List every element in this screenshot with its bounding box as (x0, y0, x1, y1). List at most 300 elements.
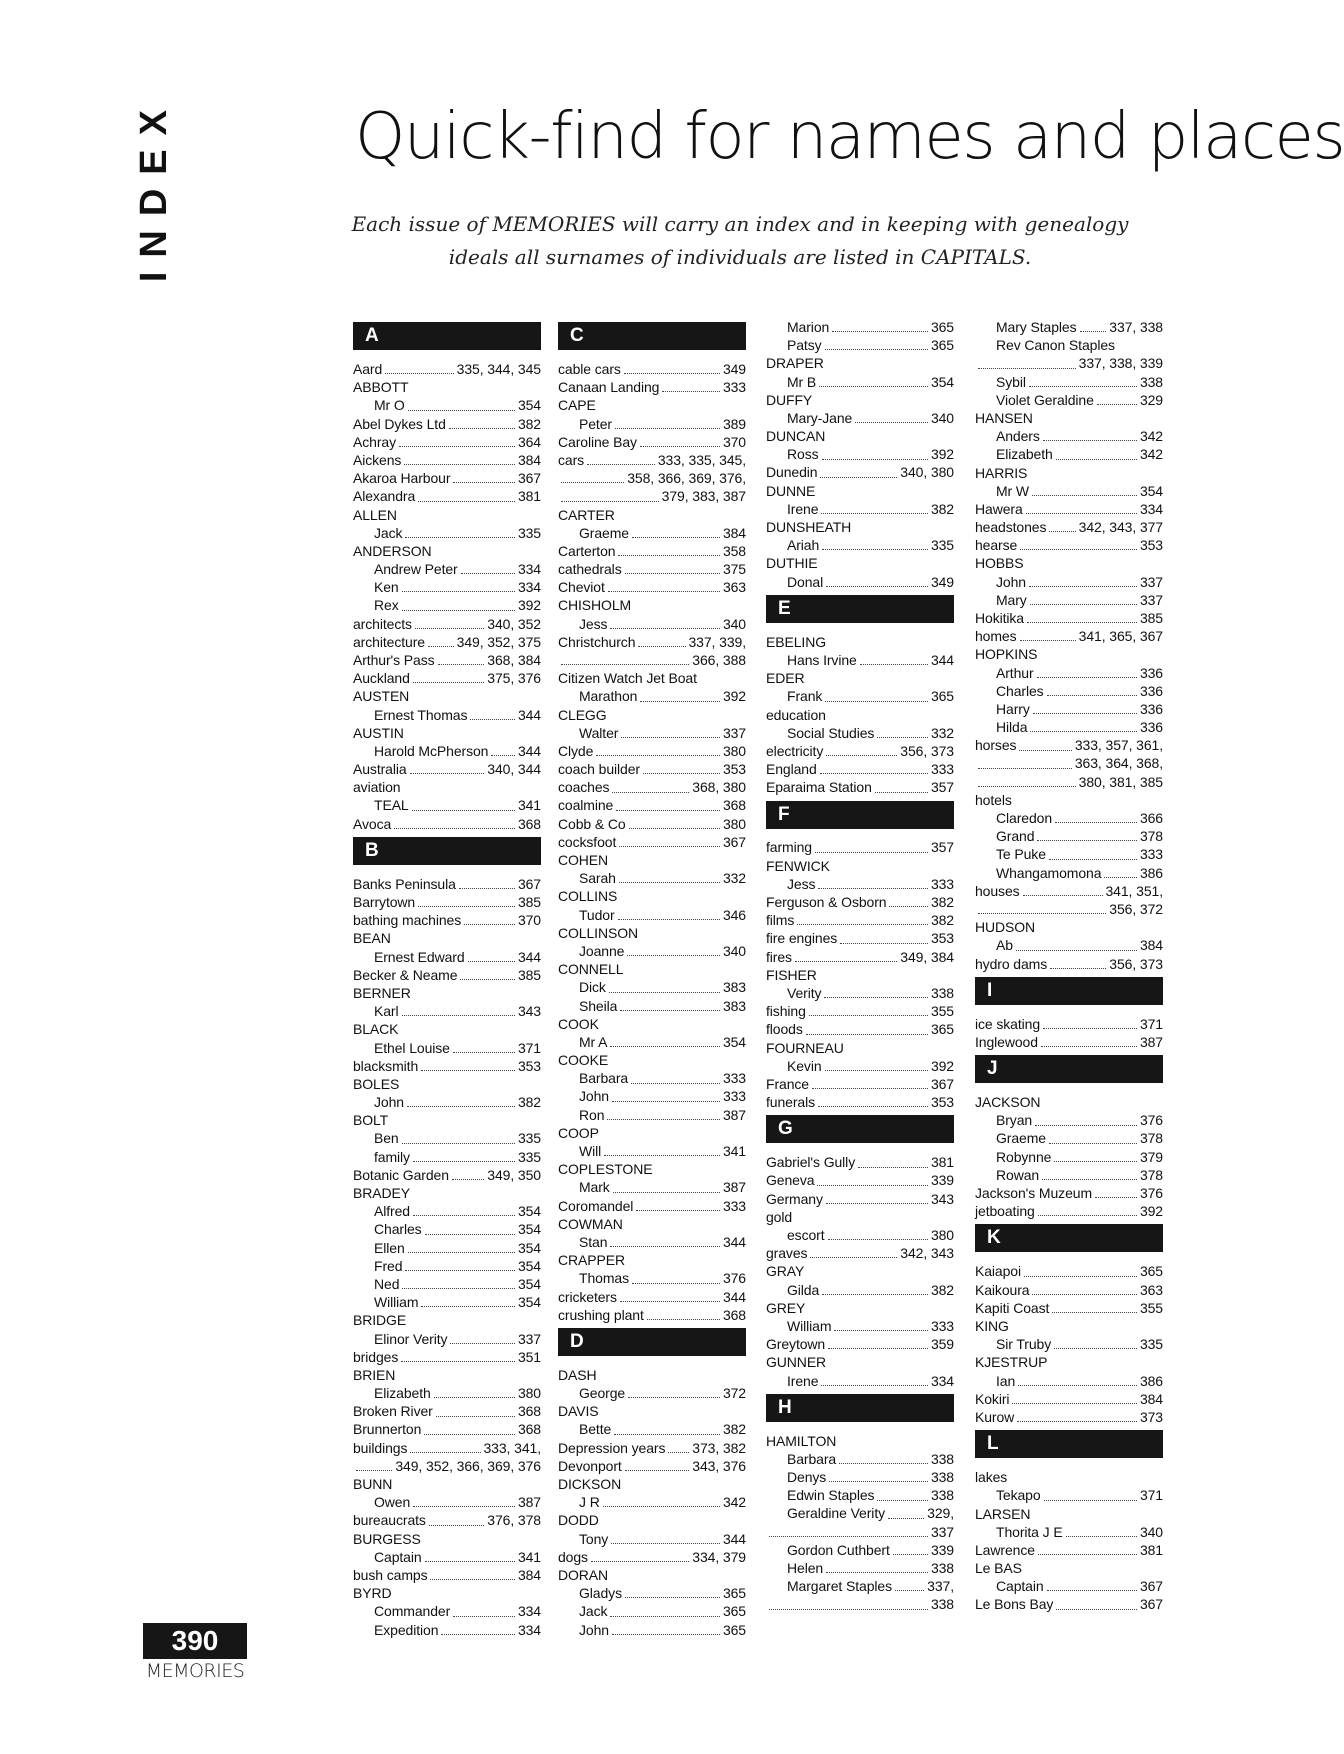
dot-leader (825, 701, 928, 702)
dot-leader (1066, 1536, 1137, 1537)
entry-pages: 382 (930, 894, 954, 911)
dot-leader (619, 882, 720, 883)
entry-term: family (374, 1148, 410, 1165)
index-entry (766, 651, 954, 669)
entry-pages: 329, (927, 1505, 954, 1522)
dot-leader (1055, 822, 1137, 823)
entry-pages: 386 (1139, 1372, 1163, 1389)
index-entry (558, 578, 746, 596)
index-heading (353, 1530, 541, 1548)
index-heading (353, 506, 541, 524)
dot-leader (797, 924, 928, 925)
entry-term: Elinor Verity (374, 1330, 448, 1347)
entry-term: Lawrence (975, 1541, 1035, 1558)
entry-pages: 338 (930, 984, 954, 1001)
index-entry (353, 1439, 541, 1457)
entry-pages: 385 (517, 894, 541, 911)
entry-term: Expedition (374, 1621, 439, 1638)
entry-pages: 342, 343, 377 (1078, 519, 1163, 536)
dot-leader (1019, 750, 1071, 751)
dot-leader (1032, 1294, 1136, 1295)
entry-pages: 376 (722, 1270, 746, 1287)
entry-term: John (579, 1088, 609, 1105)
index-heading (975, 409, 1163, 427)
entry-pages: 334 (517, 1621, 541, 1638)
dot-leader (1012, 1403, 1137, 1404)
index-heading (975, 791, 1163, 809)
entry-pages: 356, 373 (900, 742, 954, 759)
entry-term: HUDSON (975, 919, 1036, 936)
entry-term: COWMAN (558, 1215, 623, 1232)
entry-pages: 368 (517, 1403, 541, 1420)
entry-term: Rowan (996, 1166, 1040, 1183)
entry-term: Clyde (558, 742, 594, 759)
dot-leader (461, 573, 515, 574)
section-header: I (975, 977, 1163, 1005)
index-heading (558, 1215, 746, 1233)
index-entry (353, 433, 541, 451)
entry-pages: 349 (722, 360, 746, 377)
entry-term: Commander (374, 1603, 451, 1620)
entry-pages: 344 (722, 1288, 746, 1305)
dot-leader (421, 1306, 515, 1307)
entry-term: Kokiri (975, 1390, 1010, 1407)
entry-pages: 359 (930, 1336, 954, 1353)
index-heading (975, 336, 1163, 354)
entry-term: Carterton (558, 542, 616, 559)
dot-leader (1054, 1348, 1137, 1349)
entry-term: BOLT (353, 1112, 389, 1129)
entry-pages: 382 (930, 1281, 954, 1298)
index-entry (766, 760, 954, 778)
dot-leader (1047, 695, 1137, 696)
entry-term: Peter (579, 415, 612, 432)
entry-term: Bette (579, 1421, 612, 1438)
index-entry (353, 578, 541, 596)
entry-term: Donal (787, 573, 824, 590)
dot-leader (453, 1616, 515, 1617)
index-heading (353, 929, 541, 947)
index-heading (353, 984, 541, 1002)
index-entry (353, 1457, 541, 1475)
index-entry (558, 360, 746, 378)
entry-term: jetboating (975, 1203, 1035, 1220)
section-header: B (353, 837, 541, 865)
entry-pages: 365 (930, 688, 954, 705)
entry-term: Depression years (558, 1439, 666, 1456)
dot-leader (818, 888, 928, 889)
entry-pages: 384 (722, 524, 746, 541)
index-entry (975, 518, 1163, 536)
entry-term: Ellen (374, 1239, 405, 1256)
entry-pages: 334, 379 (692, 1548, 746, 1565)
entry-term: Citizen Watch Jet Boat (558, 670, 697, 687)
entry-pages: 335 (930, 537, 954, 554)
index-heading (766, 633, 954, 651)
entry-pages: 365 (1139, 1263, 1163, 1280)
dot-leader (632, 537, 720, 538)
entry-term: England (766, 761, 817, 778)
entry-term: Achray (353, 433, 396, 450)
entry-term: HARRIS (975, 464, 1028, 481)
entry-pages: 338 (930, 1450, 954, 1467)
dot-leader (825, 1070, 928, 1071)
dot-leader (629, 828, 720, 829)
dot-leader (1029, 586, 1137, 587)
entry-term: Greytown (766, 1336, 826, 1353)
index-entry (766, 573, 954, 591)
entry-term: cars (558, 451, 585, 468)
entry-term: BOLES (353, 1075, 400, 1092)
index-heading (766, 669, 954, 687)
dot-leader (1097, 404, 1137, 405)
entry-pages: 333 (930, 875, 954, 892)
index-entry (558, 1493, 746, 1511)
dot-leader (404, 464, 515, 465)
entry-term: France (766, 1075, 809, 1092)
entry-pages: 384 (517, 451, 541, 468)
index-entry (558, 1306, 746, 1324)
entry-pages: 354 (517, 1221, 541, 1238)
entry-term: Robynne (996, 1148, 1052, 1165)
index-heading (975, 554, 1163, 572)
index-entry (975, 700, 1163, 718)
index-entry (558, 1178, 746, 1196)
entry-term: houses (975, 882, 1020, 899)
dot-leader (401, 1361, 515, 1362)
entry-pages: 367 (1139, 1578, 1163, 1595)
dot-leader (410, 1452, 480, 1453)
dot-leader (405, 1270, 515, 1271)
entry-term: GREY (766, 1299, 806, 1316)
entry-term: Violet Geraldine (996, 391, 1094, 408)
entry-term: Graeme (579, 524, 629, 541)
index-heading (766, 1299, 954, 1317)
entry-term: Alfred (374, 1203, 410, 1220)
index-side-tab (108, 90, 198, 330)
index-entry (766, 336, 954, 354)
index-entry (353, 797, 541, 815)
dot-leader (464, 924, 515, 925)
entry-pages: 335 (517, 1148, 541, 1165)
entry-pages: 384 (1139, 937, 1163, 954)
entry-pages: 335 (517, 1130, 541, 1147)
dot-leader (356, 1470, 392, 1471)
entry-pages: 342, 343 (900, 1245, 954, 1262)
entry-term: Gilda (787, 1281, 820, 1298)
entry-term: Walter (579, 724, 619, 741)
entry-term: Hilda (996, 719, 1028, 736)
page-subtitle: Each issue of MEMORIES will carry an index and in keeping with genealogy ideals all surnames of individuals are listed in CAPITALS. (351, 212, 1129, 269)
entry-pages: 385 (1139, 609, 1163, 626)
entry-pages: 385 (517, 966, 541, 983)
entry-pages: 334 (517, 561, 541, 578)
index-heading (353, 1311, 541, 1329)
entry-term: Joanne (579, 942, 625, 959)
dot-leader (875, 792, 928, 793)
entry-term: dogs (558, 1548, 588, 1565)
dot-leader (428, 646, 454, 647)
section-header: L (975, 1430, 1163, 1458)
entry-term: Ernest Edward (374, 948, 465, 965)
entry-pages: 392 (1139, 1203, 1163, 1220)
entry-pages: 338 (930, 1560, 954, 1577)
dot-leader (460, 979, 515, 980)
index-entry (353, 1293, 541, 1311)
entry-pages: 373, 382 (692, 1439, 746, 1456)
entry-term: DASH (558, 1366, 597, 1383)
entry-term: Becker & Neame (353, 966, 458, 983)
entry-pages: 332 (930, 724, 954, 741)
entry-pages: 383 (722, 979, 746, 996)
entry-term: Anders (996, 428, 1040, 445)
index-entry (558, 542, 746, 560)
entry-term: fishing (766, 1003, 806, 1020)
entry-term: ALLEN (353, 506, 397, 523)
entry-pages: 333, 341, (483, 1439, 541, 1456)
entry-pages: 381 (1139, 1541, 1163, 1558)
entry-term: Elizabeth (996, 446, 1053, 463)
entry-pages: 368, 380 (692, 779, 746, 796)
index-heading (353, 1184, 541, 1202)
entry-pages: 333 (930, 1317, 954, 1334)
entry-pages: 367 (722, 833, 746, 850)
index-entry (353, 487, 541, 505)
entry-pages: 365 (722, 1603, 746, 1620)
entry-term: BRIDGE (353, 1312, 407, 1329)
entry-term: ANDERSON (353, 542, 432, 559)
entry-term: Mr O (374, 397, 405, 414)
dot-leader (820, 773, 928, 774)
index-heading (558, 1160, 746, 1178)
dot-leader (769, 1609, 928, 1610)
dot-leader (413, 1215, 515, 1216)
dot-leader (429, 1525, 484, 1526)
entry-term: Charles (374, 1221, 422, 1238)
index-entry (353, 1330, 541, 1348)
dot-leader (612, 1634, 720, 1635)
entry-term: Hokitika (975, 609, 1024, 626)
index-entry (353, 524, 541, 542)
entry-term: Mary-Jane (787, 409, 853, 426)
entry-term: Brunnerton (353, 1421, 422, 1438)
index-entry (558, 524, 746, 542)
entry-term: BERNER (353, 985, 411, 1001)
index-heading (975, 464, 1163, 482)
index-entry (975, 1033, 1163, 1051)
index-heading (766, 1353, 954, 1371)
entry-term: hearse (975, 537, 1018, 554)
entry-term: Will (579, 1143, 602, 1160)
entry-pages: 384 (517, 1566, 541, 1583)
dot-leader (668, 1452, 689, 1453)
entry-term: Le BAS (975, 1560, 1022, 1577)
index-entry (766, 1075, 954, 1093)
entry-pages: 338 (930, 1596, 954, 1613)
index-entry (353, 596, 541, 614)
dot-leader (618, 919, 720, 920)
dot-leader (610, 628, 720, 629)
page-number: 390 (143, 1623, 247, 1659)
entry-pages: 368 (722, 1306, 746, 1323)
dot-leader (877, 1500, 928, 1501)
index-entry (353, 651, 541, 669)
index-entry (766, 1172, 954, 1190)
entry-term: John (996, 573, 1026, 590)
index-heading (558, 1511, 746, 1529)
entry-term: DAVIS (558, 1403, 599, 1420)
entry-term: FISHER (766, 966, 817, 983)
dot-leader (889, 906, 927, 907)
entry-pages: 365 (930, 318, 954, 335)
index-entry (558, 742, 746, 760)
index-entry (353, 1602, 541, 1620)
entry-pages: 340, 352 (487, 615, 541, 632)
index-entry (558, 1602, 746, 1620)
index-entry (353, 706, 541, 724)
entry-pages: 336 (1139, 664, 1163, 681)
entry-pages: 381 (517, 488, 541, 505)
entry-pages: 333 (722, 1197, 746, 1214)
dot-leader (402, 1143, 515, 1144)
index-entry (353, 615, 541, 633)
entry-pages: 340 (722, 615, 746, 632)
entry-term: BRADEY (353, 1185, 410, 1202)
dot-leader (1049, 859, 1137, 860)
dot-leader (1042, 1179, 1137, 1180)
dot-leader (402, 1288, 515, 1289)
index-heading (353, 1366, 541, 1384)
entry-pages: 378 (1139, 1130, 1163, 1147)
entry-term: cable cars (558, 360, 621, 377)
entry-term: Ken (374, 579, 399, 596)
dot-leader (620, 1010, 720, 1011)
entry-term: Le Bons Bay (975, 1596, 1054, 1613)
dot-leader (822, 459, 928, 460)
entry-term: Thomas (579, 1270, 629, 1287)
index-entry (353, 1148, 541, 1166)
index-heading (766, 857, 954, 875)
dot-leader (1080, 331, 1107, 332)
index-heading (975, 1317, 1163, 1335)
index-entry (975, 955, 1163, 973)
index-entry (975, 1372, 1163, 1390)
dot-leader (826, 586, 928, 587)
entry-pages: 382 (517, 1094, 541, 1111)
entry-pages: 392 (517, 597, 541, 614)
index-entry (766, 1057, 954, 1075)
index-entry (766, 1523, 954, 1541)
dot-leader (826, 755, 897, 756)
index-entry (766, 1468, 954, 1486)
entry-term: Abel Dykes Ltd (353, 415, 446, 432)
index-entry (353, 1220, 541, 1238)
dot-leader (817, 1185, 928, 1186)
entry-term: BUNN (353, 1476, 393, 1493)
entry-pages: 353 (930, 930, 954, 947)
entry-pages: 389 (722, 415, 746, 432)
index-entry (975, 827, 1163, 845)
dot-leader (1024, 1276, 1137, 1277)
index-entry (975, 573, 1163, 591)
dot-leader (895, 1590, 924, 1591)
index-entry (975, 391, 1163, 409)
entry-term: education (766, 706, 826, 723)
entry-term: Thorita J E (996, 1523, 1063, 1540)
dot-leader (620, 1301, 720, 1302)
dot-leader (421, 1070, 515, 1071)
index-column-3 (766, 318, 954, 1614)
dot-leader (632, 1283, 720, 1284)
index-heading (558, 1475, 746, 1493)
entry-term: Elizabeth (374, 1385, 431, 1402)
entry-pages: 357 (930, 839, 954, 856)
dot-leader (611, 1543, 720, 1544)
entry-pages: 380 (930, 1227, 954, 1244)
index-entry (975, 718, 1163, 736)
entry-pages: 354 (1139, 482, 1163, 499)
dot-leader (612, 1101, 720, 1102)
index-heading (766, 518, 954, 536)
entry-term: J R (579, 1494, 600, 1511)
index-entry (353, 1566, 541, 1584)
entry-term: Tudor (579, 906, 615, 923)
entry-term: hydro dams (975, 955, 1048, 972)
entry-term: John (374, 1094, 404, 1111)
index-side-tab-graphic (108, 90, 198, 330)
entry-term: cricketers (558, 1288, 617, 1305)
dot-leader (647, 1319, 720, 1320)
entry-term: farming (766, 839, 812, 856)
index-entry (975, 1015, 1163, 1033)
index-entry (766, 1190, 954, 1208)
index-heading (558, 851, 746, 869)
entry-pages: 353 (517, 1057, 541, 1074)
entry-term: bridges (353, 1348, 399, 1365)
dot-leader (627, 955, 720, 956)
entry-term: Ross (787, 446, 819, 463)
index-entry (353, 469, 541, 487)
index-entry (766, 1244, 954, 1262)
entry-pages: 344 (517, 742, 541, 759)
entry-pages: 333 (930, 761, 954, 778)
entry-term: Ben (374, 1130, 399, 1147)
entry-term: lakes (975, 1469, 1008, 1486)
index-entry (766, 318, 954, 336)
entry-term: FOURNEAU (766, 1039, 844, 1056)
index-entry (558, 978, 746, 996)
entry-pages: 341 (517, 797, 541, 814)
dot-leader (468, 961, 515, 962)
index-entry (353, 669, 541, 687)
entry-pages: 368 (722, 797, 746, 814)
entry-pages: 334 (930, 1372, 954, 1389)
entry-term: Helen (787, 1560, 824, 1577)
entry-term: Eparaima Station (766, 779, 872, 796)
index-heading (353, 1020, 541, 1038)
entry-term: Jess (579, 615, 608, 632)
dot-leader (402, 610, 515, 611)
entry-term: EBELING (766, 633, 826, 650)
index-entry (558, 1106, 746, 1124)
entry-term: John (579, 1621, 609, 1638)
entry-pages: 353 (722, 761, 746, 778)
entry-term: films (766, 912, 795, 929)
entry-term: Ab (996, 937, 1013, 954)
dot-leader (1043, 440, 1137, 441)
index-entry (558, 469, 746, 487)
dot-leader (628, 1397, 720, 1398)
